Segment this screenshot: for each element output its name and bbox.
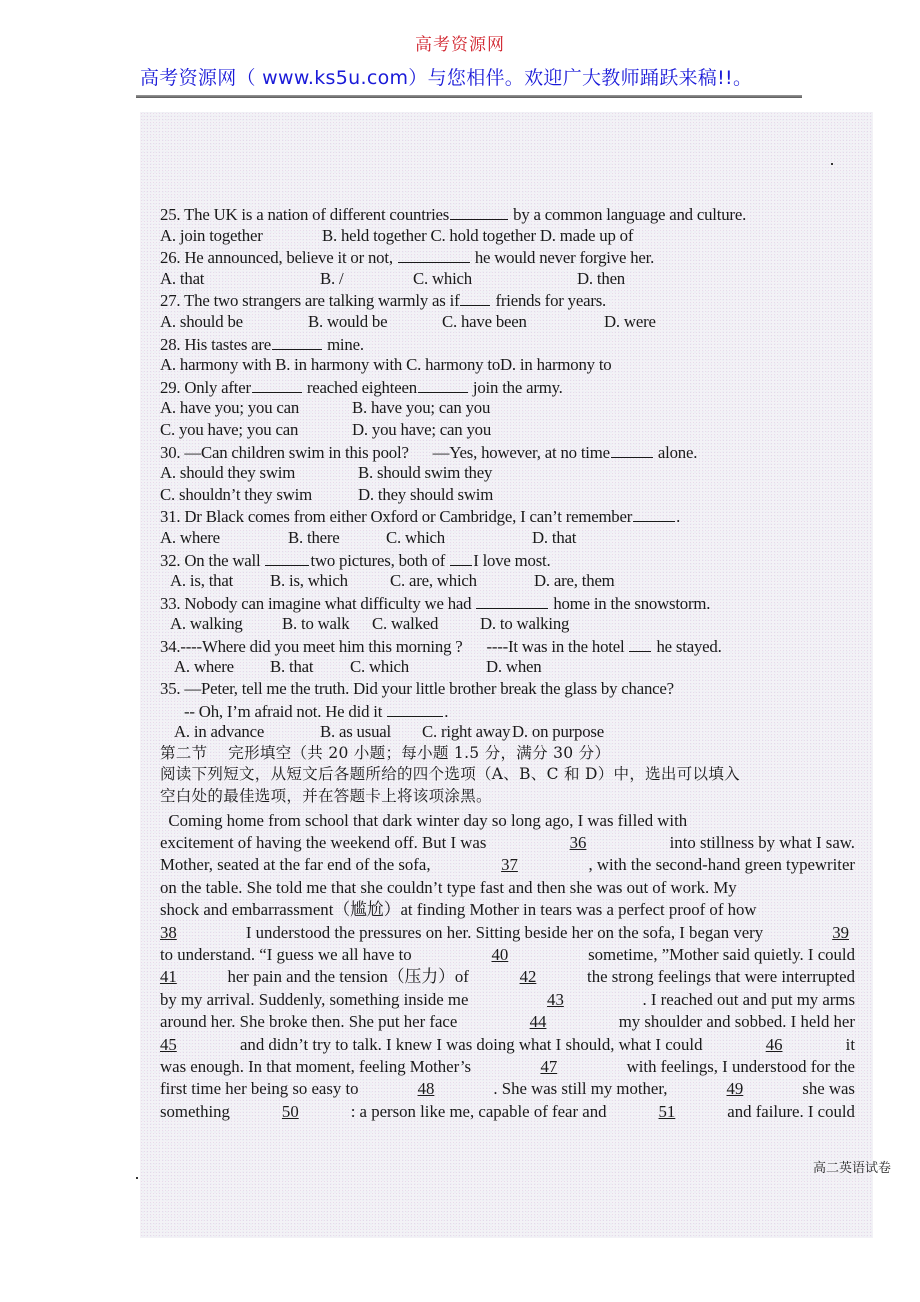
question-29-options-2 — [160, 419, 855, 441]
option-c: C. which — [350, 657, 409, 677]
answer-blank — [460, 289, 490, 306]
scan-speck — [831, 163, 833, 165]
question-32-options — [160, 570, 855, 592]
question-29: 29. Only after reached eighteen join the army. — [160, 377, 563, 397]
passage-line: was enough. In that moment, feeling Mother’s 47 with feelings, I understood for the — [160, 1056, 855, 1078]
option-b: B. that — [270, 657, 314, 677]
question-25: 25. The UK is a nation of different countries by a common language and culture. — [160, 205, 747, 224]
site-banner: 高考资源网（ www.ks5u.com）与您相伴。欢迎广大教师踊跃来稿!!。 — [140, 67, 753, 89]
option-c: C. are, which — [390, 571, 477, 591]
section2-heading: 第二节 完形填空（共 20 小题；每小题 1.5 分，满分 30 分） — [160, 743, 611, 762]
question-31: 31. Dr Black comes from either Oxford or Cambridge, I can’t remember . — [160, 507, 681, 527]
answer-blank — [418, 376, 468, 393]
blank-45: 45 — [160, 1034, 177, 1054]
blank-38: 38 — [160, 922, 177, 942]
section2-instruction: 阅读下列短文，从短文后各题所给的四个选项（A、B、C 和 D）中，选出可以填入 — [160, 765, 740, 784]
question-31-options — [160, 527, 855, 549]
answer-blank — [633, 505, 675, 522]
exam-footer-label: 高二英语试卷 — [813, 1161, 892, 1176]
option-b: B. should swim they — [358, 463, 493, 483]
passage-line: something 50 : a person like me, capable of fear and 51 and failure. I could — [160, 1101, 855, 1123]
blank-36: 36 — [569, 833, 587, 853]
option-c: C. shouldn’t they swim — [160, 484, 312, 504]
blank-37: 37 — [501, 855, 518, 875]
banner-divider — [136, 95, 802, 98]
scan-speck — [136, 1177, 138, 1179]
answer-blank — [252, 376, 302, 393]
option-b: B. as usual — [320, 722, 391, 742]
blank-44: 44 — [529, 1012, 547, 1032]
answer-blank — [629, 635, 651, 652]
question-29-options — [160, 397, 855, 419]
option-d: D. to walking — [480, 614, 570, 634]
blank-51: 51 — [658, 1101, 676, 1121]
option-a: A. in advance — [174, 722, 265, 742]
option-c: C. have been — [442, 311, 527, 331]
question-30: 30. —Can children swim in this pool? —Yes, however, at no time alone. — [160, 442, 698, 462]
option-c: C. walked — [372, 614, 439, 634]
passage-line: on the table. She told me that she couldn’t type fast and then she was out of work. My — [160, 877, 737, 897]
question-26: 26. He announced, believe it or not, he would never forgive her. — [160, 248, 655, 268]
answer-blank — [398, 246, 470, 263]
blank-48: 48 — [417, 1079, 435, 1099]
question-30-options-2 — [160, 484, 855, 506]
passage-line: excitement of having the weekend off. But I was 36 into stillness by what I saw. — [160, 832, 855, 854]
option-b: B. have you; can you — [352, 398, 491, 418]
blank-46: 46 — [765, 1034, 783, 1054]
option-b: B. is, which — [270, 571, 348, 591]
option-d: D. you have; can you — [352, 419, 492, 439]
question-27-options — [160, 311, 855, 333]
option-b: B. in harmony with — [275, 355, 403, 375]
passage-line: Mother, seated at the far end of the sofa, 37 , with the second-hand green typewriter — [160, 854, 855, 876]
option-a: A. should they swim — [160, 463, 296, 483]
question-35-reply: -- Oh, I’m afraid not. He did it . — [184, 701, 449, 721]
question-35-options — [160, 721, 855, 743]
option-d: D. on purpose — [512, 722, 605, 742]
option-a: A. that — [160, 268, 205, 288]
option-b: B. held together — [322, 225, 427, 245]
blank-43: 43 — [547, 989, 564, 1009]
answer-blank — [450, 549, 472, 566]
blank-40: 40 — [491, 944, 509, 964]
option-d: D. that — [532, 527, 577, 547]
option-a: A. is, that — [170, 571, 234, 591]
option-a: A. where — [174, 657, 234, 677]
option-b: B. / — [320, 268, 344, 288]
blank-49: 49 — [726, 1079, 744, 1099]
blank-41: 41 — [160, 967, 177, 987]
exam-content — [160, 203, 855, 1123]
question-34-options — [160, 656, 855, 678]
answer-blank — [476, 592, 548, 609]
question-33: 33. Nobody can imagine what difficulty we had home in the snowstorm. — [160, 593, 711, 613]
passage-line: 41 her pain and the tension（压力）of 42 the strong feelings that were interrupted — [160, 966, 855, 988]
question-28: 28. His tastes are mine. — [160, 334, 364, 354]
option-b: B. there — [288, 527, 340, 547]
answer-blank — [611, 441, 653, 458]
option-a: A. walking — [170, 614, 243, 634]
option-d: D. when — [486, 657, 542, 677]
question-30-options — [160, 462, 855, 484]
question-33-options — [160, 613, 855, 635]
option-a: A. have you; you can — [160, 398, 300, 418]
option-a: A. join together — [160, 225, 263, 245]
section2-instruction-2: 空白处的最佳选项，并在答题卡上将该项涂黑。 — [160, 787, 492, 806]
passage-line: 38 I understood the pressures on her. Sitting beside her on the sofa, I began very 39 — [160, 922, 855, 944]
blank-50: 50 — [281, 1101, 299, 1121]
option-c: C. hold together — [430, 225, 536, 245]
question-26-options — [160, 268, 855, 290]
question-28-options — [160, 354, 855, 376]
passage-line: first time her being so easy to 48 . She was still my mother, 49 she was — [160, 1078, 855, 1100]
option-d: D. are, them — [534, 571, 615, 591]
option-c: C. you have; you can — [160, 419, 299, 439]
question-35: 35. —Peter, tell me the truth. Did your little brother break the glass by chance? — [160, 679, 674, 699]
passage-line: around her. She broke then. She put her face 44 my shoulder and sobbed. I held her — [160, 1011, 855, 1033]
passage-line: by my arrival. Suddenly, something inside me 43 . I reached out and put my arms — [160, 989, 855, 1011]
option-d: D. they should swim — [358, 484, 494, 504]
option-d: D. were — [604, 311, 656, 331]
option-d: D. in harmony to — [500, 355, 612, 375]
option-b: B. would be — [308, 311, 388, 331]
passage-line: shock and embarrassment（尴尬）at finding Mother in tears was a perfect proof of how — [160, 900, 757, 920]
passage-line: to understand. “I guess we all have to 40 sometime, ”Mother said quietly. I could — [160, 944, 855, 966]
option-a: A. where — [160, 527, 220, 547]
option-c: C. right away — [422, 722, 511, 742]
answer-blank — [265, 549, 309, 566]
option-a: A. harmony with — [160, 355, 272, 375]
site-title: 高考资源网 — [415, 35, 505, 55]
option-d: D. made up of — [539, 225, 634, 245]
option-b: B. to walk — [282, 614, 350, 634]
question-32: 32. On the wall two pictures, both of I love most. — [160, 550, 551, 570]
blank-47: 47 — [540, 1056, 558, 1076]
answer-blank — [272, 333, 322, 350]
option-c: C. which — [386, 527, 445, 547]
cloze-passage — [160, 810, 855, 1123]
blank-42: 42 — [519, 967, 537, 987]
question-27: 27. The two strangers are talking warmly as if friends for years. — [160, 291, 607, 311]
passage-line: 45 and didn’t try to talk. I knew I was doing what I should, what I could 46 it — [160, 1034, 855, 1056]
question-25-options — [160, 225, 855, 247]
option-d: D. then — [577, 268, 626, 288]
option-a: A. should be — [160, 311, 243, 331]
answer-blank — [450, 203, 508, 220]
option-c: C. harmony to — [406, 355, 501, 375]
answer-blank — [387, 700, 443, 717]
passage-line: Coming home from school that dark winter day so long ago, I was filled with — [160, 810, 688, 830]
option-c: C. which — [413, 268, 472, 288]
blank-39: 39 — [832, 922, 849, 942]
question-34: 34.----Where did you meet him this morning ? ----It was in the hotel he stayed. — [160, 636, 722, 656]
